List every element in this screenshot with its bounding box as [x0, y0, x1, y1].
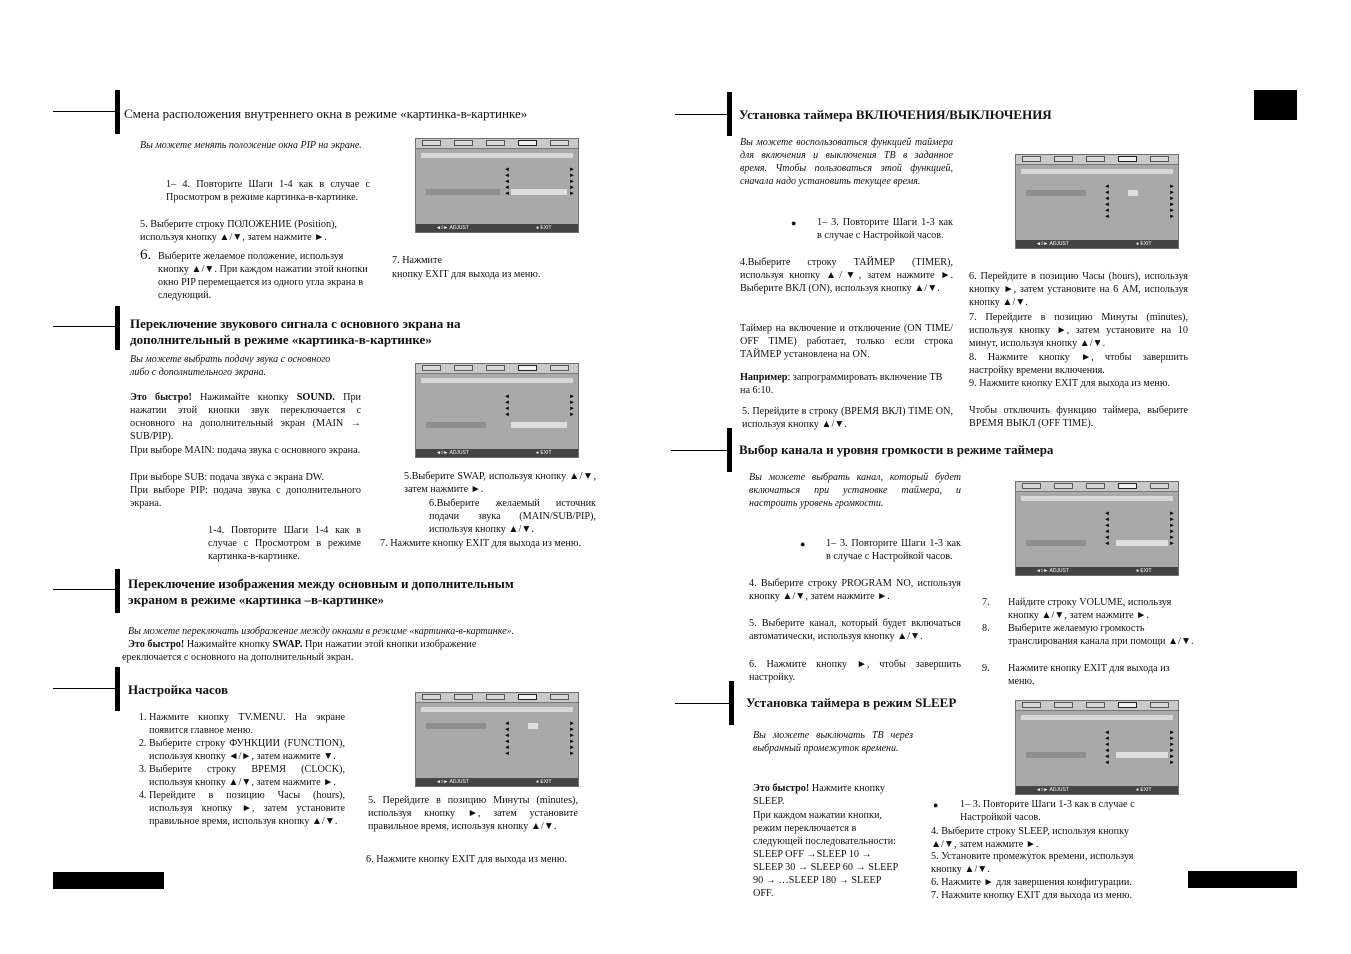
exit-label: ● EXIT — [1136, 568, 1152, 574]
adjust-label: ◄◊► ADJUST — [1036, 787, 1069, 793]
adjust-label: ◄◊► ADJUST — [436, 450, 469, 456]
step-text: 5. Перейдите в позицию Минуты (minutes), используя кнопку ►, затем установите правильное время, используя кнопку ▲/▼. — [368, 795, 578, 832]
step-text: Найдите строку VOLUME, используя кнопку ▲/▼, затем нажмите ►. — [1008, 597, 1172, 621]
section-intro: Вы можете менять положение окна PIP на экране. — [140, 140, 362, 151]
step-text: 4.Выберите строку ТАЙМЕР (TIMER), используя кнопку ▲/▼, затем нажмите ►. Выберите ВКЛ (ON), используя кнопку ▲/▼. — [740, 257, 953, 294]
bullet: ● — [791, 218, 797, 228]
step-number: 6. — [140, 247, 152, 263]
section-rule — [675, 114, 729, 115]
section-rule — [675, 703, 731, 704]
section-title: экраном в режиме «картинка –в-картинке» — [128, 592, 385, 607]
menu-screen: ◄ ◄ ◄ ◄ ◄ ► ► ► ► ► ◄◊► ADJUST ● EXIT — [415, 138, 579, 233]
section-rule — [53, 688, 117, 689]
section-intro: Вы можете переключать изображение между окнами в режиме «картинка-в-картинке». — [128, 626, 515, 637]
step-text: 1– 3. Повторите Шаги 1-3 как в случае с Настройкой часов. — [960, 799, 1135, 823]
exit-label: ● EXIT — [536, 779, 552, 785]
exit-label: ● EXIT — [536, 225, 552, 231]
step-text: 6. Перейдите в позицию Часы (hours), используя кнопку ►, затем установите на 6 AM, используя кнопку ▲/▼. — [969, 271, 1188, 308]
step-text: Выберите желаемую громкость транслирования канала при помощи ▲/▼. — [1008, 623, 1194, 647]
step-text: 1-4. Повторите Шаги 1-4 как в случае с Просмотром в режиме картинка-в-картинке. — [208, 525, 361, 562]
step-item: 4. Перейдите в позицию Часы (hours), используя кнопку ►, затем установите правильное время, используя кнопку ▲/▼. — [149, 789, 345, 828]
page-tab-marker — [53, 872, 164, 889]
step-text: 9. Нажмите кнопку EXIT для выхода из меню. — [969, 378, 1170, 389]
step-text: 5. Выберите строку ПОЛОЖЕНИЕ (Position), используя кнопку ▲/▼, затем нажмите ►. — [140, 219, 337, 243]
section-title: Переключение изображения между основным и дополнительным — [128, 576, 514, 591]
exit-label: ● EXIT — [1136, 241, 1152, 247]
quick-tip-cont: ереключается с основного на дополнительный экран. — [122, 652, 354, 663]
step-text: 6.Выберите желаемый источник подачи звука (MAIN/SUB/PIP), используя кнопку ▲/▼. — [429, 498, 596, 535]
step-item: 3. Выберите строку ВРЕМЯ (CLOCK), используя кнопку ▲/▼, затем нажмите ►. — [149, 763, 345, 789]
adjust-label: ◄◊► ADJUST — [1036, 568, 1069, 574]
step-number: 8. — [982, 623, 990, 634]
adjust-label: ◄◊► ADJUST — [436, 779, 469, 785]
step-item: 2. Выберите строку ФУНКЦИИ (FUNCTION), используя кнопку ◄/►, затем нажмите ▼. — [149, 737, 345, 763]
step-text: 5. Выберите канал, который будет включаться автоматически, используя кнопку ▲/▼. — [749, 618, 961, 642]
page-tab-marker — [1188, 871, 1297, 888]
exit-label: ● EXIT — [1136, 787, 1152, 793]
menu-screen: ◄ ◄ ◄ ◄ ◄ ◄ ► ► ► ► ► ► ◄◊► ADJUST ● EXIT — [1015, 481, 1179, 576]
menu-screen: ◄ ◄ ◄ ◄ ◄ ◄ ► ► ► ► ► ► ◄◊► ADJUST ● EXIT — [1015, 700, 1179, 795]
note-text: При выборе MAIN: подача звука с основного экрана. — [130, 445, 361, 456]
step-text: кнопку EXIT для выхода из меню. — [392, 269, 541, 280]
section-title: Настройка часов — [128, 682, 228, 697]
section-marker — [115, 306, 120, 350]
step-text: 5.Выберите SWAP, используя кнопку ▲/▼, затем нажмите ►. — [404, 471, 596, 495]
step-text: Нажмите кнопку EXIT для выхода из меню. — [1008, 663, 1170, 687]
menu-screen: ◄ ◄ ◄ ◄ ◄ ◄ ► ► ► ► ► ► ◄◊► ADJUST ● EXIT — [1015, 154, 1179, 249]
section-rule — [53, 589, 117, 590]
section-marker — [727, 92, 732, 136]
step-text: 7. Нажмите кнопку EXIT для выхода из меню. — [380, 538, 581, 549]
note-text: Таймер на включение и отключение (ON TIME/ OFF TIME) работает, только если строка ТАЙМЕР установлена на ON. — [740, 323, 953, 360]
step-text: 6. Нажмите кнопку EXIT для выхода из меню. — [366, 854, 567, 865]
quick-tip: Это быстро! Нажимайте кнопку SWAP. При нажатии этой кнопки изображение — [128, 639, 477, 650]
note-text: При выборе SUB: подача звука с экрана DW. — [130, 472, 325, 483]
quick-tip: Это быстро! Нажмите кнопку SLEEP. — [753, 783, 886, 807]
section-title: Смена расположения внутреннего окна в режиме «картинка-в-картинке» — [124, 106, 528, 121]
adjust-label: ◄◊► ADJUST — [1036, 241, 1069, 247]
step-text: 1– 3. Повторите Шаги 1-3 как в случае с Настройкой часов. — [826, 538, 961, 562]
section-intro: Вы можете выбрать подачу звука с основного либо с дополнительного экрана. — [130, 354, 331, 378]
step-text: 5. Установите промежуток времени, используя кнопку ▲/▼. — [931, 851, 1134, 875]
step-text: 1– 3. Повторите Шаги 1-3 как в случае с Настройкой часов. — [817, 217, 953, 241]
section-rule — [53, 326, 117, 327]
section-intro: Вы можете выбрать канал, который будет включаться при установке таймера, и настроить уровень громкости. — [749, 472, 961, 509]
section-marker — [729, 681, 734, 725]
section-rule — [53, 111, 117, 112]
section-marker — [115, 90, 120, 134]
bullet: ● — [933, 800, 939, 810]
step-text: 7. Нажмите — [392, 255, 442, 266]
step-number: 9. — [982, 663, 990, 674]
section-marker — [727, 428, 732, 472]
step-text: 7. Нажмите кнопку EXIT для выхода из меню. — [931, 890, 1132, 901]
step-number: 7. — [982, 597, 990, 608]
section-marker — [115, 667, 120, 711]
step-text: 4. Выберите строку SLEEP, используя кнопку ▲/▼, затем нажмите ►. — [931, 826, 1130, 850]
step-text: 4. Выберите строку PROGRAM NO, используя кнопку ▲/▼, затем нажмите ►. — [749, 578, 961, 602]
step-text: 1– 4. Повторите Шаги 1-4 как в случае с Просмотром в режиме картинка-в-картинке. — [166, 179, 370, 203]
step-item: 1. Нажмите кнопку TV.MENU. На экране появится главное меню. — [149, 711, 345, 737]
step-text: Выберите желаемое положение, используя кнопку ▲/▼. При каждом нажатии этой кнопки окно PIP перемещается из одного угла экрана в следующий. — [158, 251, 368, 301]
exit-label: ● EXIT — [536, 450, 552, 456]
step-text: 6. Нажмите кнопку ►, чтобы завершить настройку. — [749, 659, 961, 683]
note-text: Чтобы отключить функцию таймера, выберите ВРЕМЯ ВЫКЛ (OFF TIME). — [969, 405, 1188, 429]
step-text: 8. Нажмите кнопку ►, чтобы завершить настройку времени включения. — [969, 352, 1188, 376]
menu-screen: ◄ ◄ ◄ ◄ ► ► ► ► ◄◊► ADJUST ● EXIT — [415, 363, 579, 458]
step-text: 6. Нажмите ► для завершения конфигурации. — [931, 877, 1132, 888]
section-marker — [115, 569, 120, 613]
steps-list — [133, 711, 345, 828]
quick-tip: Это быстро! Нажимайте кнопку SOUND. При нажатии этой кнопки звук переключается с основного на дополнительный экран (MAIN → SUB/PIP). — [130, 392, 361, 442]
section-title: Выбор канала и уровня громкости в режиме таймера — [739, 442, 1054, 457]
section-title: Переключение звукового сигнала с основного экрана на — [130, 316, 461, 331]
note-text: При выборе PIP: подача звука с дополнительного экрана. — [130, 485, 361, 509]
menu-screen: ◄ ◄ ◄ ◄ ◄ ◄ ► ► ► ► ► ► ◄◊► ADJUST ● EXIT — [415, 692, 579, 787]
adjust-label: ◄◊► ADJUST — [436, 225, 469, 231]
section-title: Установка таймера в режим SLEEP — [746, 695, 957, 710]
bullet: ● — [800, 539, 806, 549]
example-text: Например: запрограммировать включение ТВ на 6:10. — [740, 372, 943, 396]
note-text: При каждом нажатии кнопки, режим переключается в следующей последовательности: SLEEP OFF →SLEEP 10 → SLEEP 30 → SLEEP 60 → SLEEP 90 → …SLEEP 180 → SLEEP OFF. — [753, 810, 898, 899]
section-intro: Вы можете воспользоваться функцией таймера для включения и выключения ТВ в заданное время. Чтобы пользоваться этой функцией, сначала надо установить текущее время. — [740, 137, 953, 187]
page-tab-marker — [1254, 90, 1297, 120]
step-text: 7. Перейдите в позицию Минуты (minutes), используя кнопку ►, затем установите на 10 минут, используя кнопку ▲/▼. — [969, 312, 1188, 349]
section-rule — [671, 450, 729, 451]
section-title: Установка таймера ВКЛЮЧЕНИЯ/ВЫКЛЮЧЕНИЯ — [739, 107, 1052, 122]
step-text: 5. Перейдите в строку (ВРЕМЯ ВКЛ) TIME ON, используя кнопку ▲/▼. — [742, 406, 953, 430]
section-intro: Вы можете выключать ТВ через выбранный промежуток времени. — [753, 730, 913, 754]
section-title: дополнительный в режиме «картинка-в-картинке» — [130, 332, 432, 347]
